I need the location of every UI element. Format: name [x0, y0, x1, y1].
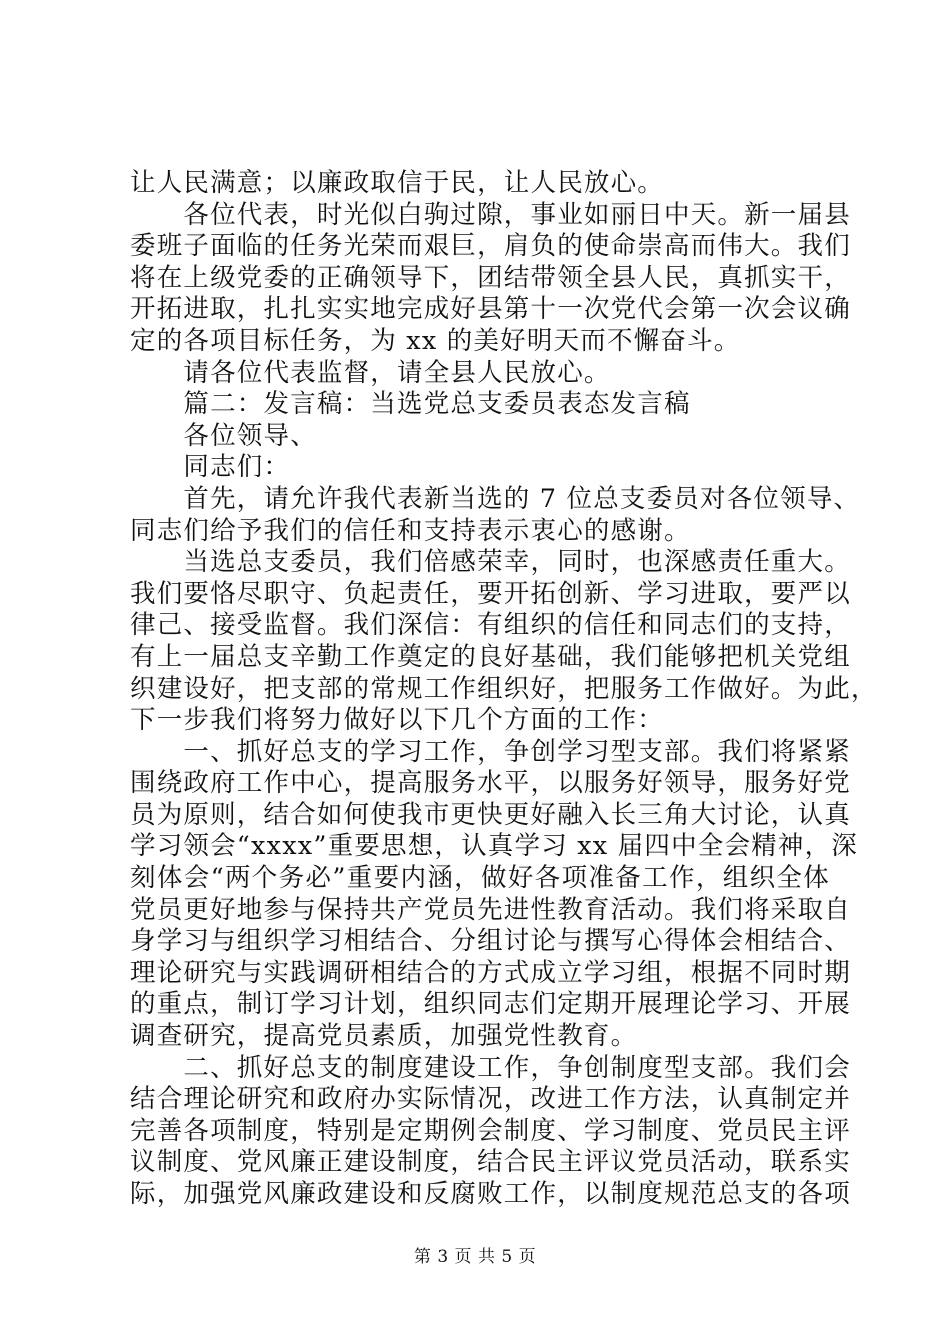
text-line: 下一步我们将努力做好以下几个方面的工作：: [130, 705, 665, 736]
text-line: 开拓进取，扎扎实实地完成好县第十一次党代会第一次会议确: [130, 294, 851, 325]
text-line: 学习领会“xxxx”重要思想，认真学习 xx 届四中全会精神，深: [130, 831, 858, 862]
text-line: 当选总支委员，我们倍感荣幸，同时，也深感责任重大。: [130, 547, 851, 578]
text-line: 各位领导、: [130, 420, 317, 451]
text-line: 篇二：发言稿：当选党总支委员表态发言稿: [130, 389, 691, 420]
text-line: 同志们给予我们的信任和支持表示衷心的感谢。: [130, 515, 691, 546]
text-line: 我们要恪尽职守、负起责任，要开拓创新、学习进取，要严以: [130, 578, 851, 609]
text-line: 定的各项目标任务，为 xx 的美好明天而不懈奋斗。: [130, 325, 741, 356]
text-line: 完善各项制度，特别是定期例会制度、学习制度、党员民主评: [130, 1115, 851, 1146]
text-line: 将在上级党委的正确领导下，团结带领全县人民，真抓实干，: [130, 262, 851, 293]
text-line: 围绕政府工作中心，提高服务水平，以服务好领导，服务好党: [130, 768, 851, 799]
text-line: 理论研究与实践调研相结合的方式成立学习组，根据不同时期: [130, 957, 851, 988]
text-line: 律己、接受监督。我们深信：有组织的信任和同志们的支持，: [130, 610, 851, 641]
text-line: 结合理论研究和政府办实际情况，改进工作方法，认真制定并: [130, 1084, 851, 1115]
text-line: 的重点，制订学习计划，组织同志们定期开展理论学习、开展: [130, 989, 851, 1020]
text-line: 让人民满意；以廉政取信于民，让人民放心。: [130, 168, 665, 198]
text-line: 同志们：: [130, 452, 291, 483]
document-body: [130, 168, 878, 1211]
text-line: 各位代表，时光似白驹过隙，事业如丽日中天。新一届县: [130, 199, 851, 230]
text-line: 党员更好地参与保持共产党员先进性教育活动。我们将采取自: [130, 894, 851, 925]
text-line: 委班子面临的任务光荣而艰巨，肩负的使命崇高而伟大。我们: [130, 231, 851, 262]
text-line: 际，加强党风廉政建设和反腐败工作，以制度规范总支的各项: [130, 1179, 851, 1209]
text-line: 调查研究，提高党员素质，加强党性教育。: [130, 1021, 638, 1052]
text-line: 员为原则，结合如何使我市更快更好融入长三角大讨论，认真: [130, 799, 851, 830]
text-line: 请各位代表监督，请全县人民放心。: [130, 357, 611, 388]
text-line: 首先，请允许我代表新当选的 7 位总支委员对各位领导、: [130, 483, 861, 514]
text-line: 二、抓好总支的制度建设工作，争创制度型支部。我们会: [130, 1052, 851, 1083]
page-footer: 第 3 页 共 5 页: [413, 1247, 537, 1267]
text-line: 有上一届总支辛勤工作奠定的良好基础，我们能够把机关党组: [130, 641, 851, 672]
text-line: 一、抓好总支的学习工作，争创学习型支部。我们将紧紧: [130, 736, 851, 767]
text-line: 刻体会“两个务必”重要内涵，做好各项准备工作，组织全体: [130, 863, 830, 894]
text-line: 议制度、党风廉正建设制度，结合民主评议党员活动，联系实: [130, 1147, 851, 1178]
text-line: 身学习与组织学习相结合、分组讨论与撰写心得体会相结合、: [130, 926, 851, 957]
text-line: 织建设好，把支部的常规工作组织好，把服务工作做好。为此，: [130, 673, 878, 704]
